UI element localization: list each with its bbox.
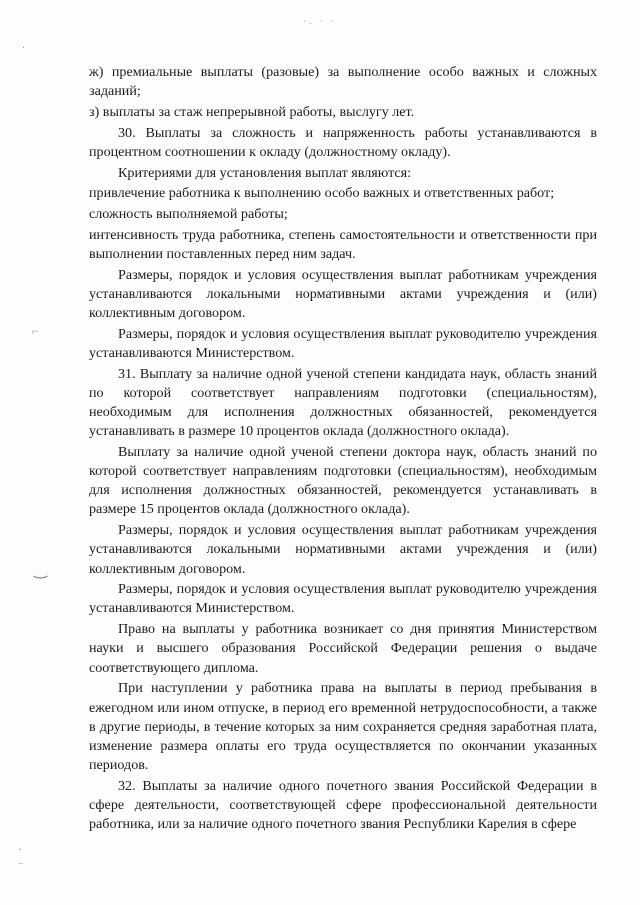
paragraph-32: 32. Выплаты за наличие одного почетного звания Российской Федерации в сфере деятельности, соответствующей сфере профессиональной деятельности работника, или за наличие одного почетного звания Республики Карелия в сфере xyxy=(89,777,597,833)
paragraph-criterion-1: привлечение работника к выполнению особо важных и ответственных работ; xyxy=(89,185,555,202)
document-body xyxy=(89,63,597,836)
scan-dash-mark: ⌐ xyxy=(32,324,39,338)
paragraph-employees-terms-2: Размеры, порядок и условия осуществления выплат работникам учреждения устанавливаются локальными нормативными актами учреждения и (или) коллективным договором. xyxy=(89,522,597,577)
paragraph-30: 30. Выплаты за сложность и напряженность работы устанавливаются в процентном соотношении к окладу (должностному окладу). xyxy=(89,124,597,160)
paragraph-vacation: При наступлении у работника права на выплаты в период пребывания в ежегодном или ином отпуске, в период его временной нетрудоспособности, а также в другие периоды, в течение которых за ним сохраняется средняя заработная плата, изменение размера оплаты его труда осуществляется по окончании указанных периодов. xyxy=(89,680,597,774)
scan-header-artifact: ·. · · xyxy=(303,16,337,26)
scan-curve-mark: ‿ xyxy=(34,562,47,579)
paragraph-criterion-2: сложность выполняемой работы; xyxy=(89,205,288,222)
paragraph-doctor: Выплату за наличие одной ученой степени доктора наук, область знаний по которой соответствует направлениям подготовки (специальностям), необходимым для исполнения должностных обязанностей, рекомендуется устанавливать в размере 15 процентов оклада (должностного оклада). xyxy=(89,443,597,518)
paragraph-head-terms: Размеры, порядок и условия осуществления выплат руководителю учреждения устанавливаются Министерством. xyxy=(89,325,597,361)
paragraph-zh: ж) премиальные выплаты (разовые) за выполнение особо важных и сложных заданий; xyxy=(89,64,597,100)
paragraph-31: 31. Выплату за наличие одной ученой степени кандидата наук, область знаний по которой соответствует направлениям подготовки (специальностям), необходимым для исполнения должностных обязанностей, рекомендуется устанавливать в размере 10 процентов оклада (должностного оклада). xyxy=(89,365,597,440)
scan-speck: · xyxy=(22,43,26,54)
scan-speck: · xyxy=(18,845,22,856)
paragraph-employees-terms: Размеры, порядок и условия осуществления выплат работникам учреждения устанавливаются локальными нормативными актами учреждения и (или) коллективным договором. xyxy=(89,266,597,321)
paragraph-criteria: Критериями для установления выплат являются: xyxy=(118,164,412,181)
paragraph-head-terms-2: Размеры, порядок и условия осуществления выплат руководителю учреждения устанавливаются Министерством. xyxy=(89,581,597,617)
paragraph-right: Право на выплаты у работника возникает со дня принятия Министерством науки и высшего образования Российской Федерации решения о выдаче соответствующего диплома. xyxy=(89,621,597,676)
paragraph-z: з) выплаты за стаж непрерывной работы, выслугу лет. xyxy=(89,103,415,120)
scan-dash-mark: ⁻ xyxy=(18,861,24,872)
paragraph-criterion-3: интенсивность труда работника, степень самостоятельности и ответственности при выполнении поставленных перед ним задач. xyxy=(89,226,597,262)
